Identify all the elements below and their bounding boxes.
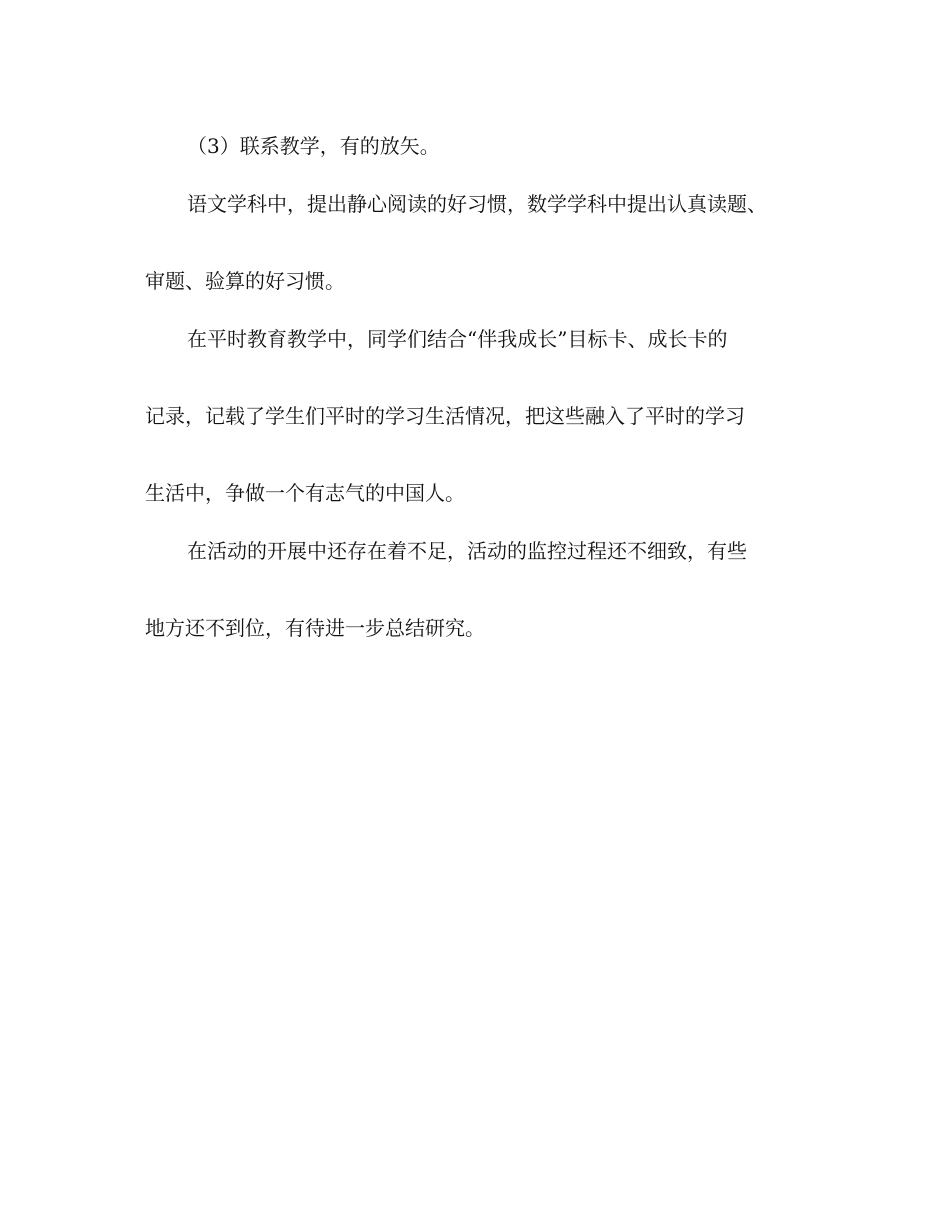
paragraph-2-line-1: 在平时教育教学中，同学们结合“伴我成长”目标卡、成长卡的 xyxy=(187,327,728,351)
document-body xyxy=(145,124,805,650)
paragraph-2-line-3: 生活中，争做一个有志气的中国人。 xyxy=(145,481,465,505)
paragraph-3-line-1: 在活动的开展中还存在着不足，活动的监控过程还不细致，有些 xyxy=(187,539,747,563)
paragraph-3-line-2: 地方还不到位，有待进一步总结研究。 xyxy=(145,616,485,640)
paragraph-2-line-2: 记录，记载了学生们平时的学习生活情况，把这些融入了平时的学习 xyxy=(145,404,745,428)
paragraph-1-line-2: 审题、验算的好习惯。 xyxy=(145,269,345,293)
paragraph-1-line-1: 语文学科中，提出静心阅读的好习惯，数学学科中提出认真读题、 xyxy=(187,192,767,216)
heading-line: （3）联系教学，有的放矢。 xyxy=(187,134,440,158)
